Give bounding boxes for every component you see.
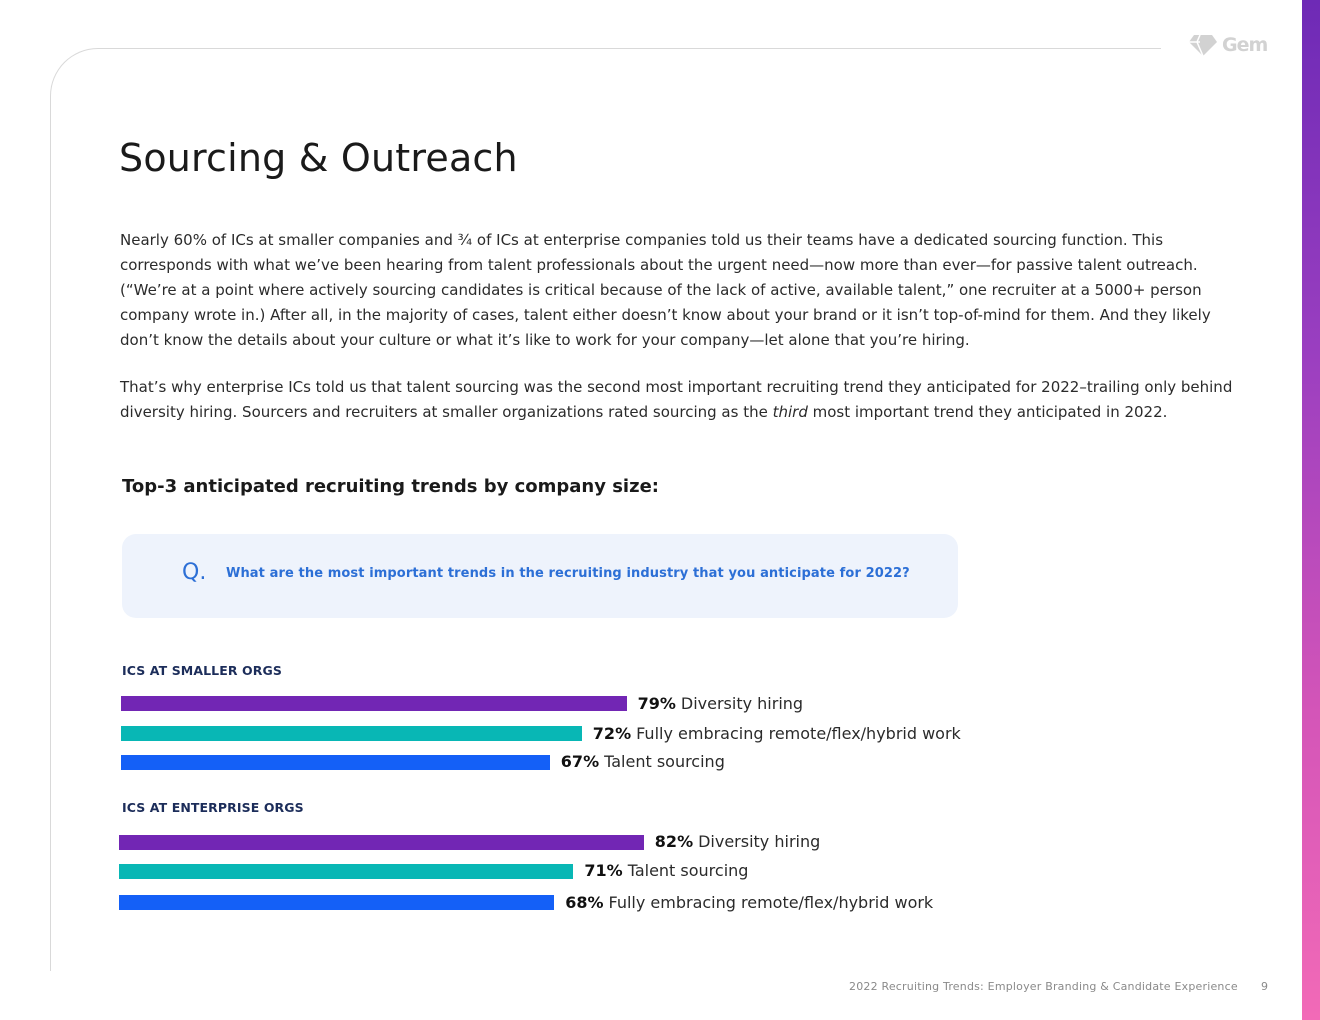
bar-label xyxy=(584,861,748,881)
question-text: What are the most important trends in the recruiting industry that you anticipate for 2022? xyxy=(226,566,910,581)
bar-category: Talent sourcing xyxy=(627,861,749,880)
question-prefix: Q. xyxy=(182,560,207,585)
bar xyxy=(121,726,582,741)
bar-category: Fully embracing remote/flex/hybrid work xyxy=(636,724,961,743)
bar-category: Fully embracing remote/flex/hybrid work xyxy=(608,893,934,912)
bar xyxy=(119,895,554,910)
bar-label xyxy=(638,694,803,714)
chart-title: Top-3 anticipated recruiting trends by company size: xyxy=(122,476,659,497)
bar-value: 79% xyxy=(637,694,676,713)
accent-side-band xyxy=(1302,0,1320,1020)
gem-diamond-icon xyxy=(1188,33,1218,57)
bar-value: 72% xyxy=(592,724,632,743)
paragraph-text: That’s why enterprise ICs told us that talent sourcing was the second most important recruiting trend they anticipated for 2022–trailing only behind diversity hiring. Sourcers and recruiters at smaller organizations rated sourcing as the xyxy=(120,378,1233,421)
bar xyxy=(121,755,550,770)
page-title: Sourcing & Outreach xyxy=(119,136,518,180)
bar-value: 82% xyxy=(654,832,694,851)
sourcing-paragraph xyxy=(120,375,1250,425)
intro-paragraph: Nearly 60% of ICs at smaller companies and ¾ of ICs at enterprise companies told us their teams have a dedicated sourcing function. This corresponds with what we’ve been hearing from talent professionals about the urgent need—now more than ever—for passive talent outreach. (“We’re at a point where actively sourcing candidates is critical because of the lack of active, available talent,” one recruiter at a 5000+ person company wrote in.) After all, in the majority of cases, talent either doesn’t know about your brand or it isn’t top-of-mind for them. And they likely don’t know the details about your culture or what it’s like to work for your company—let alone that you’re hiring. xyxy=(120,231,1211,349)
brand-logo xyxy=(1188,33,1267,57)
group-label-enterprise-orgs: ICS AT ENTERPRISE ORGS xyxy=(122,800,304,815)
bar xyxy=(121,696,627,711)
group-label-smaller-orgs: ICS AT SMALLER ORGS xyxy=(122,663,282,678)
bar-value: 68% xyxy=(565,893,604,912)
bar-label xyxy=(655,832,820,852)
paragraph-text: most important trend they anticipated in 2022. xyxy=(807,403,1168,421)
survey-question-box xyxy=(122,534,958,618)
bar-category: Talent sourcing xyxy=(604,752,725,771)
bar-label xyxy=(561,752,725,772)
bar-label xyxy=(565,893,933,913)
bar-value: 71% xyxy=(584,861,623,880)
bar-category: Diversity hiring xyxy=(680,694,804,713)
bar-label xyxy=(593,724,961,744)
bar xyxy=(119,835,644,850)
page-number: 9 xyxy=(1261,980,1268,993)
bar xyxy=(119,864,573,879)
bar-category: Diversity hiring xyxy=(698,832,821,851)
bar-value: 67% xyxy=(560,752,600,771)
footer-report-title: 2022 Recruiting Trends: Employer Branding & Candidate Experience xyxy=(849,980,1238,993)
logo-wordmark: Gem xyxy=(1222,34,1268,56)
emphasis-text: third xyxy=(772,403,808,421)
page-frame xyxy=(50,48,1161,971)
